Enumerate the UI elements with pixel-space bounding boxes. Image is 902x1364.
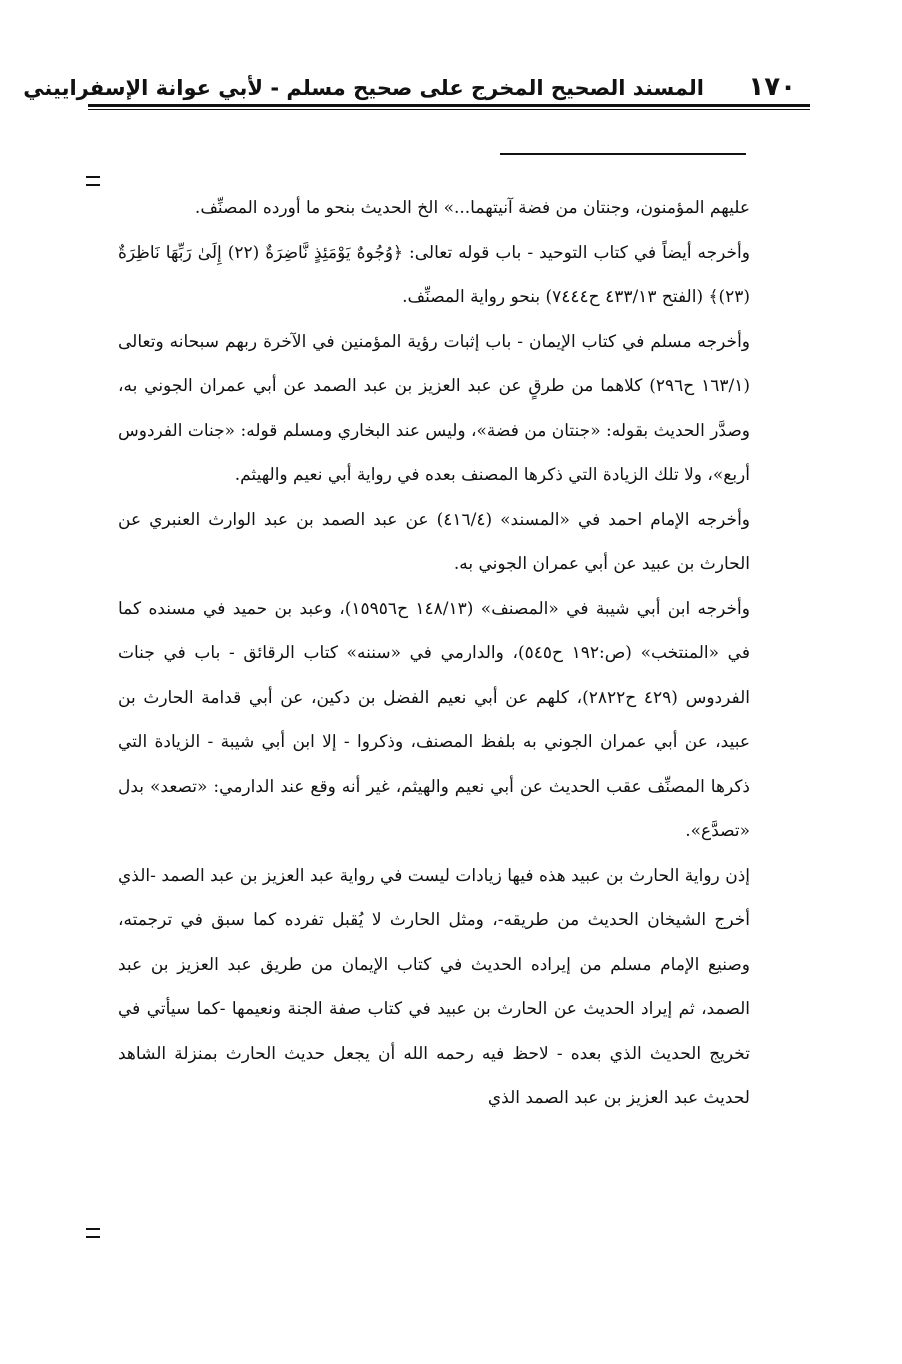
continuation-mark-top bbox=[86, 176, 100, 186]
paragraph: وأخرجه الإمام احمد في «المسند» (٤١٦/٤) عن عبد الصمد بن عبد الوارث العنبري عن الحارث بن عبيد عن أبي عمران الجوني به. bbox=[118, 509, 750, 574]
paragraph: وأخرجه ابن أبي شيبة في «المصنف» (١٤٨/١٣ ح١٥٩٥٦)، وعبد بن حميد في مسنده كما في «المنتخب» (ص:١٩٢ ح٥٤٥)، والدارمي في «سننه» كتاب الرقائق - باب في جنات الفردوس (٤٢٩ ح٢٨٢٢)، كلهم عن أبي نعيم الفضل بن دكين، عن أبي قدامة الحارث بن عبيد، عن أبي عمران الجوني به بلفظ المصنف، وذكروا - إلا ابن أبي شيبة - الزيادة التي ذكرها المصنِّف عقب الحديث عن أبي نعيم والهيثم، غير أنه وقع عند الدارمي: «تصعد» بدل «تصدَّع». bbox=[118, 598, 750, 841]
footnote-body bbox=[118, 186, 750, 1121]
paragraph: وأخرجه أيضاً في كتاب التوحيد - باب قوله تعالى: ﴿وُجُوهٌ يَوْمَئِذٍ نَّاضِرَةٌ (٢٢) إِلَىٰ رَبِّهَا نَاظِرَةٌ (٢٣)﴾ (الفتح ٤٣٣/١٣ ح٧٤٤٤) بنحو رواية المصنِّف. bbox=[118, 242, 750, 307]
paragraph: عليهم المؤمنون، وجنتان من فضة آنيتهما...» الخ الحديث بنحو ما أورده المصنِّف. bbox=[194, 198, 750, 218]
paragraph: وأخرجه مسلم في كتاب الإيمان - باب إثبات رؤية المؤمنين في الآخرة ربهم سبحانه وتعالى (١٦٣/١ ح٢٩٦) كلاهما من طرقٍ عن عبد العزيز بن عبد الصمد عن أبي عمران الجوني به، وصدَّر الحديث بقوله: «جنتان من فضة»، وليس عند البخاري ومسلم قوله: «جنات الفردوس أربع»، ولا تلك الزيادة التي ذكرها المصنف بعده في رواية أبي نعيم والهيثم. bbox=[118, 331, 750, 485]
footnote-separator bbox=[500, 153, 746, 155]
running-title: المسند الصحيح المخرج على صحيح مسلم - لأبي عوانة الإسفراييني bbox=[23, 76, 704, 100]
paragraph: إذن رواية الحارث بن عبيد هذه فيها زيادات ليست في رواية عبد العزيز بن عبد الصمد -الذي أخرج الشيخان الحديث من طريقه-، ومثل الحارث لا يُقبل تفرده كما سبق في ترجمته، وصنيع الإمام مسلم من إيراده الحديث في كتاب الإيمان من طريق عبد العزيز بن عبد الصمد، ثم إيراد الحديث عن الحارث بن عبيد في كتاب صفة الجنة ونعيمها -كما سيأتي في تخريج الحديث الذي بعده - لاحظ فيه رحمه الله أن يجعل حديث الحارث بمنزلة الشاهد لحديث عبد العزيز بن عبد الصمد الذي bbox=[118, 865, 750, 1108]
page-number: ١٧٠ bbox=[748, 72, 796, 102]
header-rule-thin bbox=[88, 109, 810, 110]
header-rule-thick bbox=[88, 104, 810, 107]
continuation-mark-bottom bbox=[86, 1228, 100, 1238]
